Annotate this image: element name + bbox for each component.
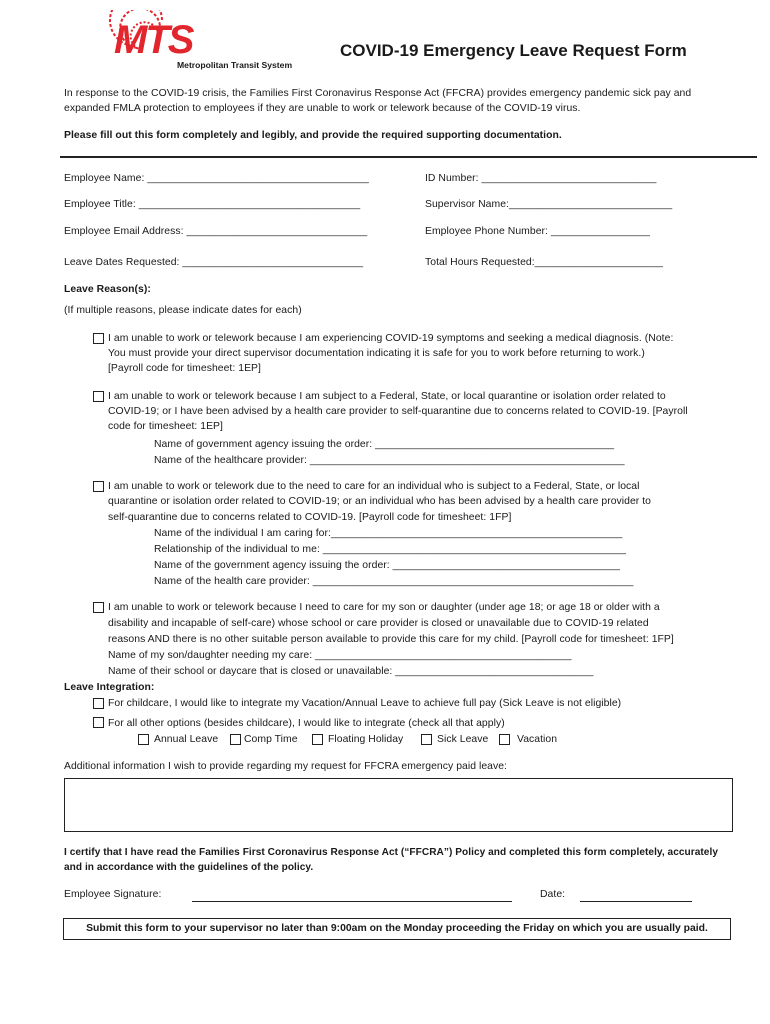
reason-1-line-3: [Payroll code for timesheet: 1EP] [108,363,261,374]
childcare-integration-checkbox[interactable] [93,698,104,709]
floating-holiday-label: Floating Holiday [328,734,404,745]
reason-1-line-1: I am unable to work or telework because I am experiencing COVID-19 symptoms and seeking a medical diagnosis. (Note: [108,333,674,344]
intro-line-1: In response to the COVID-19 crisis, the Families First Coronavirus Response Act (FFCRA) provides emergency pandemic sick pay and [64,88,692,99]
childcare-integration-label: For childcare, I would like to integrate my Vacation/Annual Leave to achieve full pay (Sick Leave is not eligible) [108,698,622,709]
reason-2-agency-field[interactable]: Name of government agency issuing the order: _________________________________________ [154,439,615,450]
reason-4-school-field[interactable]: Name of their school or daycare that is closed or unavailable: __________________________________ [108,666,594,677]
comp-time-checkbox[interactable] [230,734,241,745]
annual-leave-label: Annual Leave [154,734,219,745]
date-line[interactable] [580,901,692,902]
reason-3-line-3: self-quarantine due to concerns related to COVID-19. [Payroll code for timesheet: 1FP] [108,512,512,523]
additional-info-textarea[interactable] [64,778,733,832]
date-label: Date: [540,889,566,900]
sick-leave-label: Sick Leave [437,734,489,745]
floating-holiday-checkbox[interactable] [312,734,323,745]
reason-4-line-3: reasons AND there is no other suitable person available to provide this care for my child. [Payroll code for timesheet: 1FP] [108,634,674,645]
reason-3-agency-field[interactable]: Name of the government agency issuing the order: _______________________________________ [154,560,621,571]
signature-line[interactable] [192,901,512,902]
additional-info-label: Additional information I wish to provide regarding my request for FFCRA emergency paid leave: [64,761,507,772]
reason-2-line-3: code for timesheet: 1EP] [108,421,223,432]
reason-4-child-field[interactable]: Name of my son/daughter needing my care: ____________________________________________ [108,650,572,661]
logo-wordmark: MTS [114,18,193,62]
vacation-checkbox[interactable] [499,734,510,745]
reason-3-line-1: I am unable to work or telework due to the need to care for an individual who is subject to a Federal, State, or local [108,481,640,492]
employee-phone-field[interactable]: Employee Phone Number: _________________ [425,226,650,237]
reason-3-checkbox[interactable] [93,481,104,492]
reason-1-line-2: You must provide your direct supervisor documentation indicating it is safe for you to work before returning to work.) [108,348,645,359]
comp-time-label: Comp Time [244,734,298,745]
other-integration-checkbox[interactable] [93,717,104,728]
reason-3-line-2: quarantine or isolation order related to COVID-19; or an individual who has been advised by a health care provider to [108,496,652,507]
reason-4-checkbox[interactable] [93,602,104,613]
leave-reasons-heading: Leave Reason(s): [64,284,151,295]
reason-3-relationship-field[interactable]: Relationship of the individual to me: ____________________________________________________ [154,544,626,555]
reason-2-line-2: COVID-19; or I have been advised by a health care provider to self-quarantine due to concerns related to COVID-19. [Payroll [108,406,688,417]
signature-label: Employee Signature: [64,889,162,900]
certify-line-2: and in accordance with the guidelines of the policy. [64,862,314,873]
certify-line-1: I certify that I have read the Families First Coronavirus Response Act (“FFCRA”) Policy and completed this form completely, accurately [64,847,718,858]
other-integration-label: For all other options (besides childcare), I would like to integrate (check all that apply) [108,718,505,729]
supervisor-name-field[interactable]: Supervisor Name:____________________________ [425,199,673,210]
submit-notice: Submit this form to your supervisor no later than 9:00am on the Monday proceeding the Friday on which you are usually paid. [63,918,731,940]
annual-leave-checkbox[interactable] [138,734,149,745]
leave-reasons-note: (If multiple reasons, please indicate dates for each) [64,305,302,316]
leave-integration-heading: Leave Integration: [64,682,155,693]
org-name: Metropolitan Transit System [177,60,293,70]
reason-4-line-2: disability and incapable of self-care) whose school or care provider is closed or unavailable due to COVID-19 related [108,618,649,629]
reason-1-checkbox[interactable] [93,333,104,344]
reason-3-individual-field[interactable]: Name of the individual I am caring for:__________________________________________________ [154,528,623,539]
vacation-label: Vacation [517,734,558,745]
page-title: COVID-19 Emergency Leave Request Form [340,41,687,60]
reason-4-line-1: I am unable to work or telework because I need to care for my son or daughter (under age 18; or age 18 or older with a [108,602,660,613]
employee-name-field[interactable]: Employee Name: ______________________________________ [64,173,369,184]
employee-email-field[interactable]: Employee Email Address: _______________________________ [64,226,368,237]
intro-line-2: expanded FMLA protection to employees if they are unable to work or telework because of the COVID-19 virus. [64,103,581,114]
reason-3-provider-field[interactable]: Name of the health care provider: _______________________________________________________ [154,576,634,587]
reason-2-provider-field[interactable]: Name of the healthcare provider: ______________________________________________________ [154,455,625,466]
id-number-field[interactable]: ID Number: ______________________________ [425,173,657,184]
reason-2-checkbox[interactable] [93,391,104,402]
reason-2-line-1: I am unable to work or telework because I am subject to a Federal, State, or local quarantine or isolation order related to [108,391,666,402]
total-hours-field[interactable]: Total Hours Requested:______________________ [425,257,663,268]
instruction-text: Please fill out this form completely and legibly, and provide the required supporting documentation. [64,130,562,141]
leave-dates-field[interactable]: Leave Dates Requested: _______________________________ [64,257,364,268]
sick-leave-checkbox[interactable] [421,734,432,745]
divider [60,156,757,158]
employee-title-field[interactable]: Employee Title: ______________________________________ [64,199,361,210]
